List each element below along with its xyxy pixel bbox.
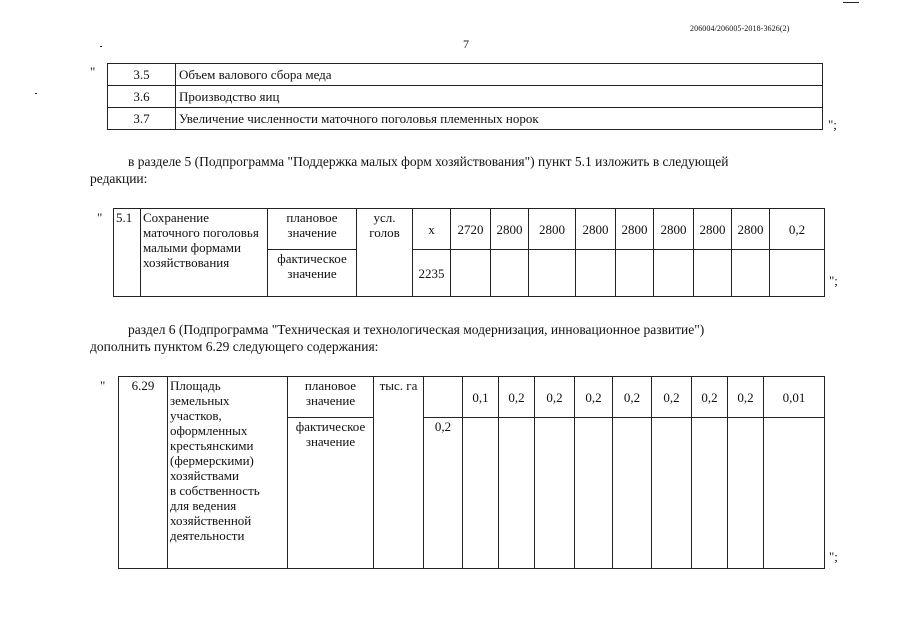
row-text: Производство яиц <box>176 86 823 108</box>
paragraph-line: раздел 6 (Подпрограмма "Техническая и технологическая модернизация, инновационное развитие") <box>128 322 705 337</box>
base-planned: x <box>413 209 451 250</box>
empty-cell <box>654 250 694 297</box>
close-quote-table2: "; <box>829 273 838 288</box>
scan-mark-dot <box>100 46 102 47</box>
value-cell: 2800 <box>491 209 529 250</box>
value-cell: 0,2 <box>535 377 575 418</box>
row-number: 3.7 <box>108 108 176 130</box>
item-name <box>168 377 288 569</box>
unit: усл. голов <box>357 209 413 297</box>
value-cell: 0,2 <box>728 377 764 418</box>
row-number: 3.6 <box>108 86 176 108</box>
scan-mark-top-right <box>843 2 859 3</box>
value-cell: 0,2 <box>652 377 692 418</box>
planned-label: плановое значение <box>268 209 357 250</box>
empty-cell <box>728 418 764 569</box>
scan-mark-dot-left <box>35 93 37 94</box>
actual-label: фактическое значение <box>288 418 374 569</box>
item-name: Сохранение маточного поголовья малыми формами хозяйствования <box>141 209 268 297</box>
item-name-line: Площадь <box>170 378 221 393</box>
item-name-line: оформленных <box>170 423 248 438</box>
empty-cell <box>764 418 825 569</box>
value-cell: 0,2 <box>613 377 652 418</box>
open-quote-table3: " <box>100 378 106 393</box>
empty-cell <box>424 377 463 418</box>
table-item-6-29 <box>118 376 825 569</box>
item-name-line: крестьянскими <box>170 438 254 453</box>
item-number: 6.29 <box>119 377 168 569</box>
value-cell: 0,2 <box>692 377 728 418</box>
empty-cell <box>491 250 529 297</box>
document-number: 206004/206005-2018-3626(2) <box>690 24 790 33</box>
actual-label: фактическое значение <box>268 250 357 297</box>
item-name-line: хозяйствами <box>170 468 239 483</box>
empty-cell <box>770 250 825 297</box>
table-row <box>108 86 823 108</box>
empty-cell <box>652 418 692 569</box>
last-value: 0,01 <box>764 377 825 418</box>
item-name-line: земельных <box>170 393 230 408</box>
paragraph-line: дополнить пунктом 6.29 следующего содержания: <box>90 339 379 354</box>
value-cell: 2800 <box>694 209 732 250</box>
empty-cell <box>576 250 616 297</box>
empty-cell <box>575 418 613 569</box>
row-number: 3.5 <box>108 64 176 86</box>
empty-cell <box>694 250 732 297</box>
value-cell: 2800 <box>529 209 576 250</box>
table-row <box>114 209 825 250</box>
value-cell: 2800 <box>732 209 770 250</box>
table-row <box>108 108 823 130</box>
close-quote-table1: "; <box>828 117 837 132</box>
item-name-line: участков, <box>170 408 222 423</box>
paragraph-line: в разделе 5 (Подпрограмма "Поддержка малых форм хозяйствования") пункт 5.1 изложить в следующей <box>128 154 729 169</box>
empty-cell <box>613 418 652 569</box>
page-number: 7 <box>463 37 469 51</box>
item-name-line: хозяйственной <box>170 513 252 528</box>
value-cell: 2800 <box>616 209 654 250</box>
open-quote-table2: " <box>97 210 103 225</box>
empty-cell <box>451 250 491 297</box>
empty-cell <box>616 250 654 297</box>
paragraph-line: редакции: <box>90 171 148 186</box>
row-text: Объем валового сбора меда <box>176 64 823 86</box>
empty-cell <box>692 418 728 569</box>
item-name-line: деятельности <box>170 528 245 543</box>
empty-cell <box>529 250 576 297</box>
item-name-line: для ведения <box>170 498 237 513</box>
empty-cell <box>463 418 499 569</box>
table-row <box>119 377 825 418</box>
value-cell: 0,2 <box>499 377 535 418</box>
paragraph-section5 <box>90 153 845 187</box>
paragraph-section6 <box>90 321 845 355</box>
empty-cell <box>535 418 575 569</box>
table-indicators-3 <box>107 63 823 130</box>
item-number: 5.1 <box>114 209 141 297</box>
item-name-line: в собственность <box>170 483 260 498</box>
value-cell: 0,2 <box>575 377 613 418</box>
value-cell: 2800 <box>576 209 616 250</box>
value-cell: 0,1 <box>463 377 499 418</box>
base-actual: 0,2 <box>424 418 463 569</box>
base-actual: 2235 <box>413 250 451 297</box>
empty-cell <box>499 418 535 569</box>
planned-label: плановое значение <box>288 377 374 418</box>
table-item-5-1 <box>113 208 825 297</box>
open-quote-table1: " <box>90 64 96 79</box>
last-value: 0,2 <box>770 209 825 250</box>
row-text: Увеличение численности маточного поголовья племенных норок <box>176 108 823 130</box>
unit: тыс. га <box>374 377 424 569</box>
value-cell: 2720 <box>451 209 491 250</box>
value-cell: 2800 <box>654 209 694 250</box>
close-quote-table3: "; <box>829 549 838 564</box>
empty-cell <box>732 250 770 297</box>
item-name-line: (фермерскими) <box>170 453 254 468</box>
table-row <box>108 64 823 86</box>
